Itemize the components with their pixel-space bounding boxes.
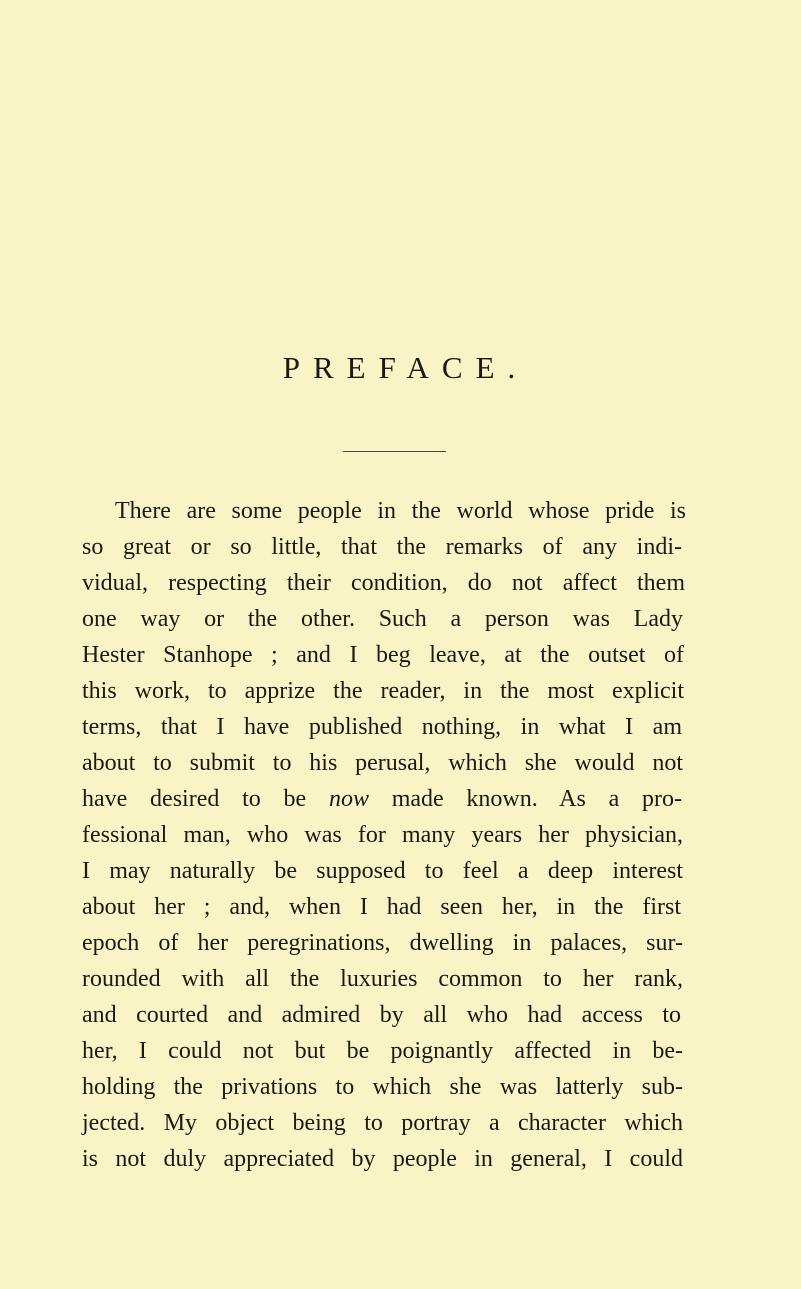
- text-line: this work, to apprize the reader, in the most explicit: [82, 678, 684, 704]
- text-line: fessional man, who was for many years her physician,: [82, 822, 683, 848]
- text-line: Hester Stanhope ; and I beg leave, at the outset of: [82, 642, 684, 668]
- emphasized-word: now: [328, 786, 369, 812]
- heading-divider: [343, 451, 446, 452]
- text-line: terms, that I have published nothing, in what I am: [82, 714, 682, 740]
- text-line: one way or the other. Such a person was Lady: [82, 606, 683, 632]
- text-line: have desired to be now made known. As a pro-: [82, 786, 682, 812]
- text-line: vidual, respecting their condition, do not affect them: [82, 570, 685, 596]
- text-line: so great or so little, that the remarks of any indi-: [82, 534, 682, 560]
- text-line: about her ; and, when I had seen her, in the first: [82, 894, 681, 920]
- text-line: I may naturally be supposed to feel a deep interest: [82, 858, 683, 884]
- text-line: rounded with all the luxuries common to her rank,: [82, 966, 683, 992]
- text-line: and courted and admired by all who had access to: [82, 1002, 681, 1028]
- text-line: holding the privations to which she was latterly sub-: [82, 1074, 683, 1100]
- text-line: about to submit to his perusal, which she would not: [82, 750, 683, 776]
- text-line: jected. My object being to portray a character which: [82, 1110, 683, 1136]
- text-line: is not duly appreciated by people in general, I could: [82, 1146, 683, 1172]
- text-line: There are some people in the world whose pride is: [115, 498, 686, 524]
- text-line: her, I could not but be poignantly affected in be-: [82, 1038, 683, 1064]
- preface-heading: PREFACE.: [282, 350, 529, 385]
- text-line: epoch of her peregrinations, dwelling in palaces, sur-: [82, 930, 683, 956]
